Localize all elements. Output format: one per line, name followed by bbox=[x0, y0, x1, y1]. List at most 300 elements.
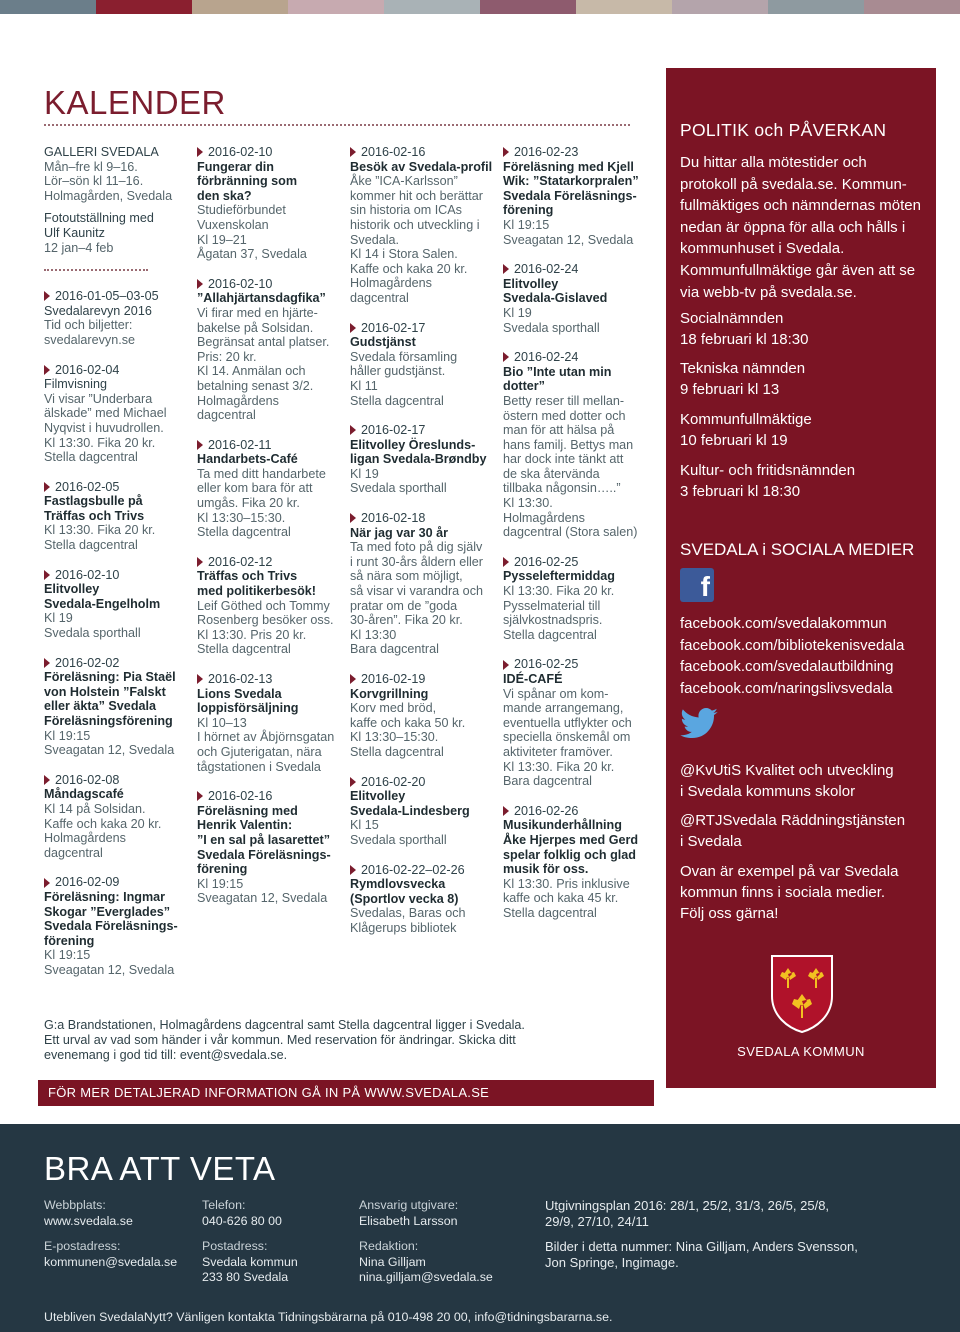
color-stripe-bar bbox=[0, 0, 960, 14]
stripe bbox=[288, 0, 384, 14]
arrow-right-icon bbox=[503, 557, 509, 567]
event-date-text: 2016-02-10 bbox=[55, 567, 120, 582]
event-title: Musikunderhållning bbox=[503, 818, 622, 833]
event-detail: mande arrangemang, bbox=[503, 701, 624, 716]
meeting-item bbox=[680, 460, 855, 502]
event-detail: Sveagatan 12, Svedala bbox=[503, 232, 634, 247]
event-date bbox=[350, 321, 498, 336]
event-item bbox=[44, 289, 184, 347]
event-detail: Svedala sporthall bbox=[350, 481, 447, 496]
event-detail: dagcentral bbox=[197, 408, 256, 423]
arrow-right-icon bbox=[197, 791, 203, 801]
publication-plan: Utgivningsplan 2016: 28/1, 25/2, 31/3, 26/5, 25/8, bbox=[545, 1198, 830, 1213]
municipality-name: SVEDALA KOMMUN bbox=[737, 1044, 865, 1059]
event-title: Besök av Svedala-profil bbox=[350, 159, 493, 174]
event-detail: Pris: 20 kr. bbox=[197, 349, 257, 364]
event-detail: i runt 30-års åldern eller bbox=[350, 554, 483, 569]
event-detail: Kl 15 bbox=[350, 818, 379, 833]
event-detail: Kl 19:15 bbox=[44, 948, 91, 963]
event-detail: Kl 19 bbox=[503, 305, 532, 320]
postal-address: 233 80 Svedala bbox=[202, 1270, 289, 1284]
event-date-text: 2016-02-02 bbox=[55, 655, 120, 670]
footer-contact-column bbox=[44, 1198, 177, 1270]
calendar-column-4 bbox=[503, 145, 651, 936]
postal-address: Svedala kommun bbox=[202, 1254, 298, 1269]
event-title: Fastlagsbulle på bbox=[44, 494, 143, 509]
event-detail: Holmagårdens bbox=[44, 831, 126, 846]
delivery-contact: Utebliven SvedalaNytt? Vänligen kontakta Tidningsbärarna på 010-498 20 00, info@tidningsbararna.se. bbox=[44, 1310, 613, 1324]
gallery-dates: 12 jan–4 feb bbox=[44, 240, 114, 255]
event-date bbox=[350, 863, 498, 878]
event-detail: Sveagatan 12, Svedala bbox=[197, 891, 328, 906]
event-detail: eller kom bara för att bbox=[197, 481, 313, 496]
event-detail: Kl 14. Anmälan och bbox=[197, 364, 306, 379]
event-detail: tillbaka någonsin…..” bbox=[503, 481, 621, 496]
event-detail: Sveagatan 12, Svedala bbox=[44, 743, 175, 758]
event-date bbox=[44, 363, 184, 378]
stripe bbox=[192, 0, 288, 14]
gallery-exhibit: Fotoutställning med bbox=[44, 211, 154, 226]
event-detail: betalning senast 3/2. bbox=[197, 378, 314, 393]
photo-credits: Jon Springe, Ingimage. bbox=[545, 1254, 679, 1270]
meeting-item bbox=[680, 409, 812, 451]
stripe bbox=[0, 0, 96, 14]
event-detail: Kl 13:30. bbox=[503, 496, 553, 511]
facebook-link[interactable]: facebook.com/naringslivsvedala bbox=[680, 679, 893, 697]
arrow-right-icon bbox=[350, 674, 356, 684]
event-title: Elitvolley bbox=[503, 276, 559, 291]
event-detail: Kl 13:30 bbox=[350, 627, 397, 642]
arrow-right-icon bbox=[44, 365, 50, 375]
event-item bbox=[350, 145, 498, 306]
arrow-right-icon bbox=[44, 291, 50, 301]
event-date-text: 2016-02-17 bbox=[361, 423, 426, 438]
event-detail: självkostnadspris. bbox=[503, 613, 603, 628]
event-title: Elitvolley bbox=[44, 582, 100, 597]
footnote bbox=[44, 1018, 644, 1063]
event-detail: Åke ”ICA-Karlsson” bbox=[350, 174, 458, 189]
event-title: loppisförsäljning bbox=[197, 701, 299, 716]
event-date bbox=[44, 773, 184, 788]
event-detail: Begränsat antal platser. bbox=[197, 335, 330, 350]
event-detail: Holmagårdens bbox=[503, 510, 585, 525]
website-link[interactable]: www.svedala.se bbox=[44, 1213, 133, 1228]
footnote-line: G:a Brandstationen, Holmagårdens dagcentral samt Stella dagcentral ligger i Svedala. bbox=[44, 1018, 525, 1032]
twitter-description: i Svedala bbox=[680, 833, 742, 850]
event-detail: dagcentral (Stora salen) bbox=[503, 525, 638, 540]
footer bbox=[0, 1124, 960, 1332]
facebook-link[interactable]: facebook.com/svedalautbildning bbox=[680, 658, 894, 675]
event-title: IDÉ-CAFÉ bbox=[503, 672, 563, 686]
gallery-block bbox=[44, 145, 184, 255]
arrow-right-icon bbox=[197, 557, 203, 567]
event-item bbox=[44, 480, 184, 553]
event-detail: de ska återvända bbox=[503, 466, 600, 481]
twitter-account[interactable] bbox=[680, 760, 894, 802]
closing-line: Följ oss gärna! bbox=[680, 905, 779, 922]
event-item bbox=[197, 438, 345, 540]
event-detail: Betty reser till mellan- bbox=[503, 393, 625, 408]
event-date-text: 2016-02-09 bbox=[55, 875, 120, 890]
event-detail: Filmvisning bbox=[44, 377, 107, 392]
footer-publication-column bbox=[545, 1198, 858, 1270]
postal-label: Postadress: bbox=[202, 1239, 268, 1253]
event-title: förbränning som bbox=[197, 174, 298, 189]
event-item bbox=[197, 555, 345, 657]
footnote-line: Ett urval av vad som händer i vår kommun. Med reservation för ändringar. Skicka ditt bbox=[44, 1033, 516, 1047]
arrow-right-icon bbox=[350, 513, 356, 523]
event-title: Träffas och Trivs bbox=[197, 569, 298, 584]
event-title: Fungerar din bbox=[197, 159, 274, 174]
event-title: Henrik Valentin: bbox=[197, 818, 293, 833]
event-detail: östern med dotter och bbox=[503, 408, 626, 423]
stripe bbox=[576, 0, 672, 14]
arrow-right-icon bbox=[350, 323, 356, 333]
closing-line: Ovan är exempel på var Svedala bbox=[680, 863, 899, 880]
twitter-handle: @KvUtiS Kvalitet och utveckling bbox=[680, 762, 894, 779]
arrow-right-icon bbox=[503, 660, 509, 670]
arrow-right-icon bbox=[44, 570, 50, 580]
event-title: Föreläsning: Pia Staël bbox=[44, 670, 176, 685]
event-detail: Kl 19 bbox=[350, 466, 379, 481]
coat-of-arms-logo bbox=[770, 954, 834, 1034]
event-item bbox=[350, 511, 498, 657]
email-link[interactable]: kommunen@svedala.se bbox=[44, 1254, 178, 1269]
event-detail: Kl 14 i Stora Salen. bbox=[350, 247, 458, 262]
arrow-right-icon bbox=[503, 352, 509, 362]
event-item bbox=[350, 775, 498, 848]
facebook-icon: f bbox=[680, 568, 714, 602]
event-detail: Kl 14 på Solsidan. bbox=[44, 801, 146, 816]
event-date bbox=[44, 289, 184, 304]
meeting-item bbox=[680, 308, 808, 350]
event-title: När jag var 30 år bbox=[350, 525, 449, 540]
event-detail: dagcentral bbox=[350, 290, 409, 305]
event-date-text: 2016-02-25 bbox=[514, 657, 579, 672]
event-date-text: 2016-02-26 bbox=[514, 803, 579, 818]
twitter-icon bbox=[680, 708, 718, 738]
event-detail: Vuxenskolan bbox=[197, 217, 269, 232]
event-date bbox=[503, 804, 651, 819]
event-title: Svedala-Engelholm bbox=[44, 596, 161, 611]
footer-editorial-column bbox=[359, 1198, 493, 1286]
publication-plan: 29/9, 27/10, 24/11 bbox=[545, 1213, 649, 1229]
stripe bbox=[384, 0, 480, 14]
event-item bbox=[197, 277, 345, 423]
meeting-time: 18 februari kl 18:30 bbox=[680, 331, 809, 348]
event-title: eller äkta” Svedala bbox=[44, 699, 157, 714]
event-detail: speciella önskemål om bbox=[503, 730, 631, 745]
event-title: Pysseleftermiddag bbox=[503, 569, 615, 584]
event-detail: Svedala. bbox=[350, 232, 400, 247]
event-title: spelar folklig och glad bbox=[503, 847, 636, 862]
event-date bbox=[44, 480, 184, 495]
event-detail: pratar om de ”goda bbox=[350, 598, 458, 613]
event-title: med politikerbesök! bbox=[197, 584, 316, 599]
event-title: Träffas och Trivs bbox=[44, 508, 145, 523]
event-detail: umgås. Fika 20 kr. bbox=[197, 496, 300, 511]
event-detail: Rosenberg besöker oss. bbox=[197, 613, 334, 628]
event-date-text: 2016-02-13 bbox=[208, 672, 273, 686]
event-title: musik för oss. bbox=[503, 862, 589, 877]
event-item bbox=[503, 350, 651, 540]
event-date-text: 2016-02-25 bbox=[514, 554, 579, 569]
calendar-column-2 bbox=[197, 145, 345, 921]
social-media-heading: SVEDALA i SOCIALA MEDIER bbox=[680, 540, 915, 559]
event-date bbox=[503, 145, 651, 160]
event-item bbox=[197, 145, 345, 262]
event-date bbox=[197, 789, 345, 804]
event-detail: Svedala sporthall bbox=[44, 626, 141, 641]
social-media-closing bbox=[680, 861, 898, 924]
event-detail: hans familj. Bettys man bbox=[503, 437, 634, 452]
event-title: Svedala Föreläsnings- bbox=[44, 919, 178, 934]
closing-line: kommun finns i sociala medier. bbox=[680, 884, 886, 901]
page-title: KALENDER bbox=[44, 84, 226, 121]
event-date-text: 2016-02-16 bbox=[361, 145, 426, 159]
event-date-text: 2016-02-19 bbox=[361, 672, 426, 686]
event-item bbox=[503, 804, 651, 921]
event-date bbox=[197, 277, 345, 292]
event-detail: man för att hälsa på bbox=[503, 423, 615, 438]
arrow-right-icon bbox=[197, 674, 203, 684]
event-detail: Leif Göthed och Tommy bbox=[197, 598, 330, 613]
meeting-name: Kultur- och fritidsnämnden bbox=[680, 462, 856, 479]
phone-number: 040-626 80 00 bbox=[202, 1213, 282, 1228]
event-detail: Stella dagcentral bbox=[350, 393, 444, 408]
event-detail: har dock inte tänkt att bbox=[503, 452, 624, 467]
facebook-links bbox=[680, 613, 904, 699]
event-detail: I hörnet av Åbjörnsgatan bbox=[197, 730, 335, 745]
event-item bbox=[44, 568, 184, 641]
meeting-name: Tekniska nämnden bbox=[680, 360, 806, 377]
event-detail: kommer hit och berättar bbox=[350, 188, 483, 203]
twitter-description: i Svedala kommuns skolor bbox=[680, 783, 856, 800]
event-title: Gudstjänst bbox=[350, 335, 416, 350]
arrow-right-icon bbox=[350, 777, 356, 787]
event-detail: svedalarevyn.se bbox=[44, 332, 136, 347]
twitter-handle: @RTJSvedala Räddningstjänsten bbox=[680, 812, 906, 829]
event-detail: Bara dagcentral bbox=[503, 774, 592, 789]
event-date-text: 2016-02-10 bbox=[208, 145, 273, 159]
event-item bbox=[197, 672, 345, 774]
event-date-text: 2016-02-11 bbox=[208, 437, 272, 452]
arrow-right-icon bbox=[197, 147, 203, 157]
footer-title: BRA ATT VETA bbox=[44, 1150, 276, 1187]
event-item bbox=[44, 363, 184, 465]
meeting-name: Kommunfullmäktige bbox=[680, 411, 812, 428]
event-detail: Pysselmaterial till bbox=[503, 598, 601, 613]
event-title: Föreläsning: Ingmar bbox=[44, 889, 166, 904]
event-detail: Nyqvist i huvudrollen. bbox=[44, 420, 164, 435]
facebook-link[interactable]: facebook.com/svedalakommun bbox=[680, 615, 887, 632]
event-detail: Kl 13:30–15:30. bbox=[197, 510, 286, 525]
event-detail: Stella dagcentral bbox=[503, 627, 597, 642]
event-title: Wik: ”Statarkorpralen” bbox=[503, 174, 639, 189]
event-title: ”I en sal på lasarettet” bbox=[197, 832, 330, 847]
event-title: den ska? bbox=[197, 188, 252, 203]
event-date-text: 2016-02-12 bbox=[208, 554, 273, 569]
gallery-name: GALLERI SVEDALA bbox=[44, 145, 159, 159]
arrow-right-icon bbox=[197, 440, 203, 450]
event-detail: Stella dagcentral bbox=[503, 905, 597, 920]
event-detail: Stella dagcentral bbox=[44, 450, 138, 465]
event-list bbox=[44, 289, 184, 977]
stripe bbox=[672, 0, 768, 14]
event-title: Elitvolley bbox=[350, 789, 406, 804]
event-date-text: 2016-02-08 bbox=[55, 772, 120, 787]
arrow-right-icon bbox=[44, 482, 50, 492]
event-detail: och Gjuterigatan, nära bbox=[197, 744, 322, 759]
event-title: Elitvolley Öreslunds- bbox=[350, 437, 476, 452]
event-detail: Tid och biljetter: bbox=[44, 318, 133, 333]
gallery-divider bbox=[44, 269, 148, 271]
event-title: (Sportlov vecka 8) bbox=[350, 891, 459, 906]
event-title: Svedala-Lindesberg bbox=[350, 803, 470, 818]
event-detail: Kl 13:30. Pris 20 kr. bbox=[197, 627, 307, 642]
event-title: Måndagscafé bbox=[44, 787, 124, 802]
event-detail: Kaffe och kaka 20 kr. bbox=[350, 261, 468, 276]
event-detail: Ta med foto på dig själv bbox=[350, 540, 483, 555]
event-detail: 30-åren”. Fika 20 kr. bbox=[350, 613, 463, 628]
event-detail: så nära som möjligt, bbox=[350, 569, 463, 584]
event-detail: Kl 19:15 bbox=[503, 217, 550, 232]
event-detail: Ta med ditt handarbete bbox=[197, 466, 326, 481]
event-detail: Korv med bröd, bbox=[350, 701, 437, 716]
event-title: Korvgrillning bbox=[350, 686, 429, 701]
meeting-time: 10 februari kl 19 bbox=[680, 432, 788, 449]
event-date-text: 2016-02-04 bbox=[55, 362, 120, 377]
gallery-hours: Mån–fre kl 9–16. bbox=[44, 159, 138, 174]
event-detail: Vi visar ”Underbara bbox=[44, 391, 153, 406]
publisher-name: Elisabeth Larsson bbox=[359, 1213, 458, 1228]
stripe bbox=[96, 0, 192, 14]
event-date-text: 2016-02-23 bbox=[514, 145, 579, 159]
arrow-right-icon bbox=[350, 865, 356, 875]
event-detail: Kl 10–13 bbox=[197, 715, 247, 730]
event-detail: Sveagatan 12, Svedala bbox=[44, 962, 175, 977]
event-date-text: 2016-02-24 bbox=[514, 262, 579, 277]
event-date-text: 2016-02-18 bbox=[361, 511, 426, 526]
gallery-hours: Lör–sön kl 11–16. bbox=[44, 174, 144, 189]
politics-sidebar bbox=[666, 68, 936, 1088]
event-detail: Bara dagcentral bbox=[350, 642, 439, 657]
event-detail: Ågatan 37, Svedala bbox=[197, 247, 307, 262]
more-info-banner[interactable]: FÖR MER DETALJERAD INFORMATION GÅ IN PÅ WWW.SVEDALA.SE bbox=[38, 1080, 654, 1106]
event-title: förening bbox=[197, 862, 248, 877]
event-list bbox=[197, 145, 345, 906]
twitter-account[interactable] bbox=[680, 810, 905, 852]
event-detail: Svedala sporthall bbox=[503, 320, 600, 335]
event-detail: kaffe och kaka 50 kr. bbox=[350, 715, 466, 730]
event-date bbox=[197, 145, 345, 160]
title-divider bbox=[44, 124, 630, 126]
event-detail: Klågerups bibliotek bbox=[350, 920, 457, 935]
arrow-right-icon bbox=[350, 425, 356, 435]
event-date bbox=[503, 262, 651, 277]
event-title: ”Allahjärtansdagfika” bbox=[197, 291, 326, 306]
event-title: förening bbox=[44, 933, 95, 948]
event-date-text: 2016-02-20 bbox=[361, 774, 426, 789]
event-detail: aktiviteter framöver. bbox=[503, 744, 613, 759]
event-item bbox=[503, 145, 651, 247]
event-detail: Kl 19–21 bbox=[197, 232, 247, 247]
event-detail: Stella dagcentral bbox=[197, 525, 291, 540]
event-detail: Kaffe och kaka 20 kr. bbox=[44, 816, 162, 831]
event-detail: bakelse på Solsidan. bbox=[197, 320, 314, 335]
gallery-exhibit: Ulf Kaunitz bbox=[44, 225, 105, 240]
event-date bbox=[44, 875, 184, 890]
stripe bbox=[864, 0, 960, 14]
meeting-name: Socialnämnden bbox=[680, 310, 784, 327]
event-detail: Kl 19 bbox=[44, 611, 73, 626]
event-date bbox=[350, 423, 498, 438]
event-title: Handarbets-Café bbox=[197, 452, 298, 467]
event-date bbox=[503, 555, 651, 570]
event-detail: Holmagårdens bbox=[350, 276, 432, 291]
footer-phone-column bbox=[202, 1198, 298, 1286]
event-detail: Holmagårdens bbox=[197, 393, 279, 408]
event-item bbox=[503, 262, 651, 335]
event-title: Svedala Föreläsnings- bbox=[503, 188, 637, 203]
event-detail: håller gudstjänst. bbox=[350, 364, 446, 379]
event-date bbox=[44, 656, 184, 671]
event-detail: Kl 19:15 bbox=[44, 728, 91, 743]
event-item bbox=[44, 773, 184, 861]
arrow-right-icon bbox=[44, 878, 50, 888]
event-detail: Kl 13:30. Fika 20 kr. bbox=[44, 523, 156, 538]
event-date-text: 2016-02-10 bbox=[208, 276, 273, 291]
event-title: Lions Svedala bbox=[197, 686, 282, 701]
gallery-location: Holmagården, Svedala bbox=[44, 188, 173, 203]
event-date-text: 2016-02-17 bbox=[361, 320, 426, 335]
event-date bbox=[350, 672, 498, 687]
publisher-label: Ansvarig utgivare: bbox=[359, 1198, 459, 1212]
event-date bbox=[44, 568, 184, 583]
event-detail: Kl 13:30. Fika 20 kr. bbox=[503, 584, 615, 599]
editor-email[interactable]: nina.gilljam@svedala.se bbox=[359, 1270, 493, 1284]
editor-name: Nina Gilljam bbox=[359, 1254, 426, 1269]
editor-label: Redaktion: bbox=[359, 1239, 419, 1253]
event-date bbox=[350, 511, 498, 526]
event-date-text: 2016-01-05–03-05 bbox=[55, 289, 159, 304]
calendar-column-1 bbox=[44, 145, 184, 993]
event-detail: Svedala församling bbox=[350, 349, 458, 364]
sidebar-heading: POLITIK och PÅVERKAN bbox=[680, 120, 887, 140]
event-detail: historik och utveckling i bbox=[350, 217, 480, 232]
facebook-link[interactable]: facebook.com/bibliotekenisvedala bbox=[680, 636, 905, 654]
phone-label: Telefon: bbox=[202, 1198, 246, 1212]
sidebar-intro: Du hittar alla mötestider och protokoll på svedala.se. Kommun-fullmäktiges och nämndernas möten nedan är öppna för alla och hålls i kommunhuset i Svedala. Kommunfullmäktige går även att se via webb-tv på svedala.se. bbox=[680, 154, 921, 301]
event-item bbox=[350, 672, 498, 760]
event-detail: Svedala sporthall bbox=[350, 832, 447, 847]
stripe bbox=[480, 0, 576, 14]
event-detail: sin historia om ICAs bbox=[350, 203, 462, 218]
meeting-item bbox=[680, 358, 805, 400]
meeting-time: 9 februari kl 13 bbox=[680, 381, 780, 398]
event-item bbox=[44, 875, 184, 977]
event-detail: eventuella utflykter och bbox=[503, 715, 632, 730]
event-date bbox=[503, 350, 651, 365]
event-detail: älskade” med Michael bbox=[44, 406, 167, 421]
event-detail: Kl 19:15 bbox=[197, 876, 244, 891]
event-title: von Holstein ”Falskt bbox=[44, 684, 166, 699]
event-item bbox=[503, 657, 651, 788]
arrow-right-icon bbox=[503, 264, 509, 274]
event-title: Föreläsningsförening bbox=[44, 714, 173, 728]
arrow-right-icon bbox=[44, 658, 50, 668]
event-date bbox=[503, 657, 651, 672]
